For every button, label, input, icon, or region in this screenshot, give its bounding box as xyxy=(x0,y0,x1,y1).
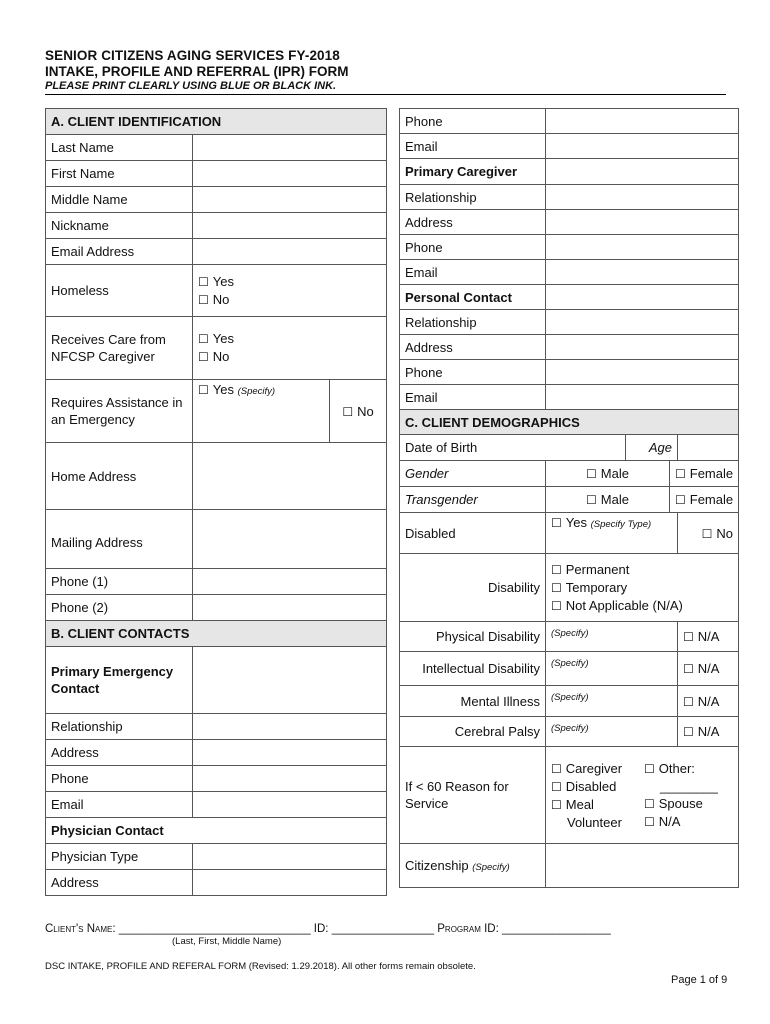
cerebral-palsy-field[interactable]: (Specify) xyxy=(546,717,678,747)
disabled-label: Disabled xyxy=(400,513,546,554)
checkbox-icon: ☐ xyxy=(644,796,655,811)
middle-name-label: Middle Name xyxy=(46,187,193,213)
permanent-checkbox[interactable]: ☐ Permanent xyxy=(551,561,630,577)
program-id-line[interactable]: _________________ xyxy=(502,923,611,935)
transgender-label: Transgender xyxy=(400,487,546,513)
last-name-label: Last Name xyxy=(46,135,193,161)
mailing-address-field[interactable] xyxy=(193,510,387,569)
receives-care-no-checkbox[interactable]: ☐ No xyxy=(198,349,230,364)
home-address-label: Home Address xyxy=(46,443,193,510)
primary-caregiver-field[interactable] xyxy=(546,159,739,185)
physical-na-checkbox[interactable]: ☐ N/A xyxy=(678,622,739,652)
caregiver-phone-field[interactable] xyxy=(546,235,739,260)
caregiver-email-label: Email xyxy=(400,260,546,285)
physician-address-label: Address xyxy=(46,870,193,896)
phone1-field[interactable] xyxy=(193,569,387,595)
personal-relationship-field[interactable] xyxy=(546,310,739,335)
form-instruction: PLEASE PRINT CLEARLY USING BLUE OR BLACK INK. xyxy=(45,80,337,92)
checkbox-icon: ☐ xyxy=(551,797,562,812)
personal-email-field[interactable] xyxy=(546,385,739,410)
email-address-field[interactable] xyxy=(193,239,387,265)
intellectual-disability-field[interactable]: (Specify) xyxy=(546,652,678,686)
receives-care-options xyxy=(193,317,387,380)
nickname-field[interactable] xyxy=(193,213,387,239)
primary-emergency-field[interactable] xyxy=(193,647,387,714)
primary-emergency-label: Primary Emergency Contact xyxy=(46,647,193,714)
disability-label: Disability xyxy=(400,554,546,622)
phone2-field[interactable] xyxy=(193,595,387,621)
meal-volunteer-checkbox[interactable]: ☐ Meal xyxy=(551,796,594,812)
id-label: ID: xyxy=(310,923,332,935)
personal-email-label: Email xyxy=(400,385,546,410)
personal-relationship-label: Relationship xyxy=(400,310,546,335)
personal-contact-field[interactable] xyxy=(546,285,739,310)
other-checkbox[interactable]: ☐ Other: xyxy=(644,760,695,776)
cerebral-na-checkbox[interactable]: ☐ N/A xyxy=(678,717,739,747)
checkbox-icon: ☐ xyxy=(644,814,655,829)
volunteer-label: Volunteer xyxy=(567,814,622,830)
contact-email-field[interactable] xyxy=(546,134,739,159)
name-hint: (Last, First, Middle Name) xyxy=(172,936,282,947)
address-field[interactable] xyxy=(193,740,387,766)
form-subtitle: INTAKE, PROFILE AND REFERRAL (IPR) FORM xyxy=(45,64,349,79)
section-a-heading: A. CLIENT IDENTIFICATION xyxy=(46,109,387,135)
checkbox-icon: ☐ xyxy=(586,493,597,507)
primary-caregiver-label: Primary Caregiver xyxy=(400,159,546,185)
personal-phone-field[interactable] xyxy=(546,360,739,385)
id-line[interactable]: ________________ xyxy=(331,923,435,935)
left-form-table xyxy=(45,108,387,896)
program-id-label: Program ID: xyxy=(434,923,502,935)
mental-na-checkbox[interactable]: ☐ N/A xyxy=(678,686,739,717)
not-applicable-checkbox[interactable]: ☐ Not Applicable (N/A) xyxy=(551,597,683,613)
gender-female-checkbox[interactable]: ☐ Female xyxy=(670,461,739,487)
age-label: Age xyxy=(626,435,678,461)
contact-phone-field[interactable] xyxy=(546,109,739,134)
checkbox-icon: ☐ xyxy=(342,404,354,419)
home-address-field[interactable] xyxy=(193,443,387,510)
revision-note: DSC INTAKE, PROFILE AND REFERAL FORM (Revised: 1.29.2018). All other forms remain obsolete. xyxy=(45,961,476,972)
homeless-yes-checkbox[interactable]: ☐ Yes xyxy=(198,273,234,289)
checkbox-icon: ☐ xyxy=(683,662,694,676)
caregiver-email-field[interactable] xyxy=(546,260,739,285)
intellectual-na-checkbox[interactable]: ☐ N/A xyxy=(678,652,739,686)
caregiver-checkbox[interactable]: ☐ Caregiver xyxy=(551,760,623,776)
nickname-label: Nickname xyxy=(46,213,193,239)
checkbox-icon: ☐ xyxy=(675,493,686,507)
caregiver-address-field[interactable] xyxy=(546,210,739,235)
requires-assistance-yes-checkbox[interactable]: ☐ Yes (Specify) xyxy=(193,380,330,443)
checkbox-icon: ☐ xyxy=(586,467,597,481)
gender-label: Gender xyxy=(400,461,546,487)
address-label: Address xyxy=(46,740,193,766)
homeless-no-checkbox[interactable]: ☐ No xyxy=(198,291,230,307)
mental-illness-label: Mental Illness xyxy=(400,686,546,717)
section-b-heading: B. CLIENT CONTACTS xyxy=(46,621,387,647)
personal-contact-label: Personal Contact xyxy=(400,285,546,310)
citizenship-field[interactable] xyxy=(546,844,739,888)
checkbox-icon: ☐ xyxy=(683,630,694,644)
relationship-label: Relationship xyxy=(46,714,193,740)
email-field[interactable] xyxy=(193,792,387,818)
personal-address-field[interactable] xyxy=(546,335,739,360)
requires-assistance-label: Requires Assistance in an Emergency xyxy=(46,380,193,443)
phone1-label: Phone (1) xyxy=(46,569,193,595)
right-form-table xyxy=(399,108,739,888)
physician-address-field[interactable] xyxy=(193,870,387,896)
checkbox-icon: ☐ xyxy=(551,516,562,530)
email-label: Email xyxy=(46,792,193,818)
disabled-no-checkbox[interactable]: ☐ No xyxy=(678,513,739,554)
mailing-address-label: Mailing Address xyxy=(46,510,193,569)
gender-male-checkbox[interactable]: ☐ Male xyxy=(546,461,670,487)
phone-label: Phone xyxy=(46,766,193,792)
physician-type-field[interactable] xyxy=(193,844,387,870)
receives-care-label: Receives Care from NFCSP Caregiver xyxy=(46,317,193,380)
homeless-options xyxy=(193,265,387,317)
age-field[interactable] xyxy=(678,435,739,461)
spouse-checkbox[interactable]: ☐ Spouse xyxy=(644,795,703,811)
temporary-checkbox[interactable]: ☐ Temporary xyxy=(551,579,628,595)
transgender-male-checkbox[interactable]: ☐ Male xyxy=(546,487,670,513)
disabled-reason-checkbox[interactable]: ☐ Disabled xyxy=(551,778,617,794)
last-name-field[interactable] xyxy=(193,135,387,161)
physical-disability-label: Physical Disability xyxy=(400,622,546,652)
footer-id-line xyxy=(45,923,611,935)
relationship-field[interactable] xyxy=(193,714,387,740)
caregiver-relationship-field[interactable] xyxy=(546,185,739,210)
first-name-label: First Name xyxy=(46,161,193,187)
transgender-female-checkbox[interactable]: ☐ Female xyxy=(670,487,739,513)
intellectual-disability-label: Intellectual Disability xyxy=(400,652,546,686)
contact-email-label: Email xyxy=(400,134,546,159)
checkbox-icon: ☐ xyxy=(675,467,686,481)
page-number: Page 1 of 9 xyxy=(671,974,728,986)
client-name-line[interactable]: ______________________________ xyxy=(118,923,311,935)
phone-field[interactable] xyxy=(193,766,387,792)
reason-label: If < 60 Reason for Service xyxy=(400,747,546,844)
checkbox-icon: ☐ xyxy=(683,694,694,709)
checkbox-icon: ☐ xyxy=(551,562,562,577)
caregiver-address-label: Address xyxy=(400,210,546,235)
requires-assistance-no-checkbox[interactable]: ☐ No xyxy=(330,380,387,443)
checkbox-icon: ☐ xyxy=(644,761,655,776)
phone2-label: Phone (2) xyxy=(46,595,193,621)
checkbox-icon: ☐ xyxy=(551,598,562,613)
first-name-field[interactable] xyxy=(193,161,387,187)
checkbox-icon: ☐ xyxy=(198,383,209,397)
contact-phone-label: Phone xyxy=(400,109,546,134)
mental-illness-field[interactable]: (Specify) xyxy=(546,686,678,717)
middle-name-field[interactable] xyxy=(193,187,387,213)
form-title: SENIOR CITIZENS AGING SERVICES FY-2018 xyxy=(45,48,340,63)
physical-disability-field[interactable]: (Specify) xyxy=(546,622,678,652)
disability-options xyxy=(546,554,739,622)
checkbox-icon: ☐ xyxy=(551,761,562,776)
client-name-label: Client's Name: xyxy=(45,923,119,935)
personal-phone-label: Phone xyxy=(400,360,546,385)
checkbox-icon: ☐ xyxy=(683,725,694,739)
reason-na-checkbox[interactable]: ☐ N/A xyxy=(644,813,681,829)
homeless-label: Homeless xyxy=(46,265,193,317)
cerebral-palsy-label: Cerebral Palsy xyxy=(400,717,546,747)
caregiver-relationship-label: Relationship xyxy=(400,185,546,210)
checkbox-icon: ☐ xyxy=(551,580,562,595)
checkbox-icon: ☐ xyxy=(551,779,562,794)
checkbox-icon: ☐ xyxy=(701,526,713,541)
disabled-yes-checkbox[interactable]: ☐ Yes (Specify Type) xyxy=(546,513,678,554)
physician-contact-label: Physician Contact xyxy=(46,818,387,844)
personal-address-label: Address xyxy=(400,335,546,360)
other-line[interactable]: ________ xyxy=(660,778,718,794)
caregiver-phone-label: Phone xyxy=(400,235,546,260)
receives-care-yes-checkbox[interactable]: ☐ Yes xyxy=(198,331,234,346)
section-c-heading: C. CLIENT DEMOGRAPHICS xyxy=(400,410,739,435)
citizenship-label: Citizenship (Specify) xyxy=(400,844,546,888)
checkbox-icon: ☐ xyxy=(198,350,209,364)
checkbox-icon: ☐ xyxy=(198,332,209,346)
checkbox-icon: ☐ xyxy=(198,274,209,289)
email-address-label: Email Address xyxy=(46,239,193,265)
dob-label: Date of Birth xyxy=(400,435,626,461)
header-rule xyxy=(45,94,726,95)
physician-type-label: Physician Type xyxy=(46,844,193,870)
checkbox-icon: ☐ xyxy=(198,292,209,307)
reason-options xyxy=(546,747,739,844)
